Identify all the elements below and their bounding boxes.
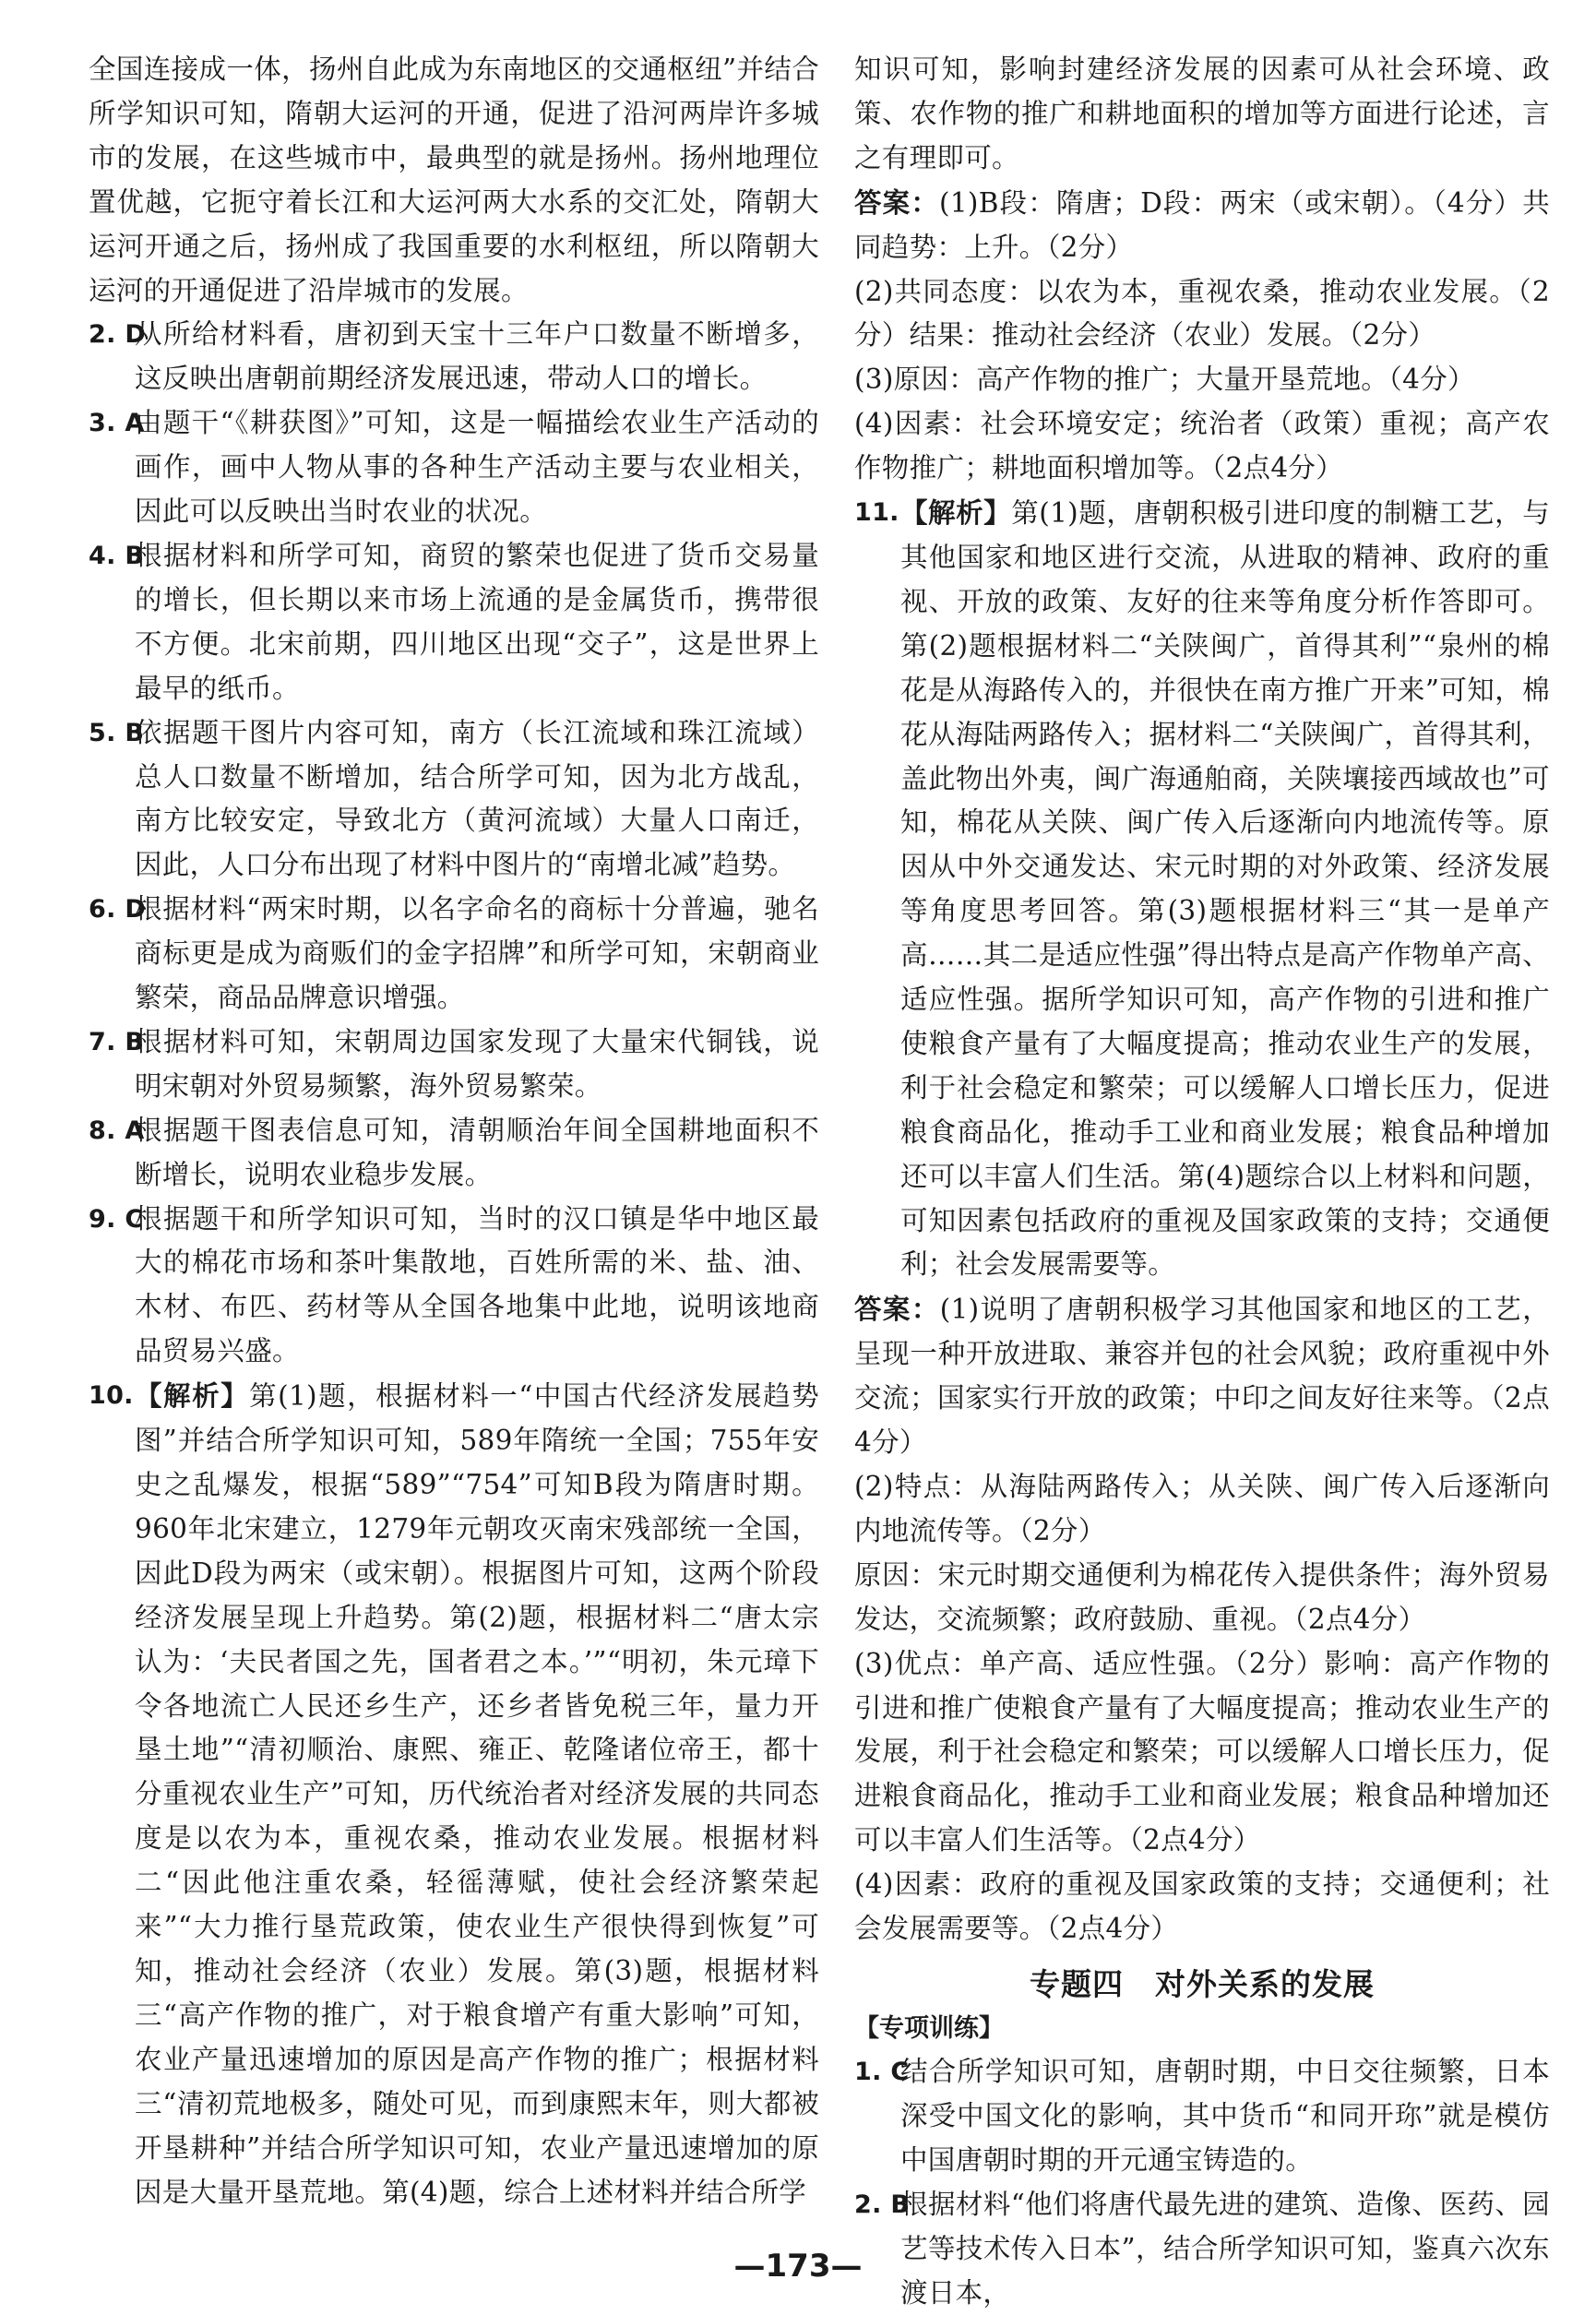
right-column [854, 48, 1550, 2315]
training-tag: 【专项训练】 [854, 2013, 1004, 2043]
answer-block-10 [854, 181, 1550, 270]
answer-item-7 [89, 1020, 819, 1109]
item-text: 依据题干图片内容可知，南方（长江流域和珠江流域）总人口数量不断增加，结合所学可知，因为北方战乱，南方比较安定，导致北方（黄河流域）大量人口南迁，因此，人口分布出现了材料中图片的“南增北减”趋势。 [135, 716, 819, 881]
analysis-label: 【解析】 [135, 1379, 250, 1413]
page-number: —173— [733, 2248, 863, 2285]
answer-item-3 [89, 401, 819, 534]
answer-line: (1)说明了唐朝积极学习其他国家和地区的工艺，呈现一种开放进取、兼容并包的社会风貌；政府重视中外交流；国家实行开放的政策；中印之间友好往来等。（2点4分） [854, 1294, 1550, 1459]
item-text: 根据题干图表信息可知，清朝顺治年间全国耕地面积不断增长，说明农业稳步发展。 [135, 1114, 819, 1190]
item-number: 4. B [89, 541, 145, 570]
item-number: 10. [89, 1381, 134, 1411]
left-column [89, 48, 819, 2214]
item-text: 由题干“《耕获图》”可知，这是一幅描绘农业生产活动的画作，画中人物从事的各种生产活动主要与农业相关，因此可以反映出当时农业的状况。 [135, 407, 819, 528]
answer-line: (1)B段：隋唐；D段：两宋（或宋朝）。（4分）共同趋势：上升。（2分） [854, 186, 1551, 263]
answer-item-10 [89, 1374, 819, 2214]
answer-item-11 [854, 491, 1550, 1287]
item-number: 9. C [89, 1204, 144, 1234]
answer-item-9 [89, 1198, 819, 1375]
answer-line: (2)共同态度：以农为本，重视农桑，推动农业发展。（2分）结果：推动社会经济（农业）发展。（2分） [854, 275, 1550, 352]
item-number: 2. B [854, 2190, 911, 2219]
item-text: 根据材料“他们将唐代最先进的建筑、造像、医药、园艺等技术传入日本”，结合所学知识可知，鉴真六次东渡日本， [900, 2188, 1550, 2309]
item-text: 根据材料“两宋时期，以名字命名的商标十分普遍，驰名商标更是成为商贩们的金字招牌”和所学可知，宋朝商业繁荣，商品品牌意识增强。 [135, 893, 819, 1014]
answer-item-2 [89, 313, 819, 401]
item-number: 5. B [89, 718, 145, 747]
continued-paragraph: 全国连接成一体，扬州自此成为东南地区的交通枢纽”并结合所学知识可知，隋朝大运河的开通，促进了沿河两岸许多城市的发展，在这些城市中，最典型的就是扬州。扬州地理位置优越，它扼守着长江和大运河两大水系的交汇处，隋朝大运河开通之后，扬州成了我国重要的水利枢纽，所以隋朝大运河的开通促进了沿岸城市的发展。 [89, 54, 819, 306]
answer-item-6 [89, 888, 819, 1020]
answer-line: (3)原因：高产作物的推广；大量开垦荒地。（4分） [854, 364, 1475, 396]
answer-item-4 [89, 534, 819, 711]
answer-line: (3)优点：单产高、适应性强。（2分）影响：高产作物的引进和推广使粮食产量有了大幅度提高；推动农业生产的发展，利于社会稳定和繁荣；可以缓解人口增长压力，促进粮食商品化，推动手工业和商业发展；粮食品种增加还可以丰富人们生活等。（2点4分） [854, 1647, 1550, 1856]
answer-item-8 [89, 1109, 819, 1198]
answer-line: (4)因素：政府的重视及国家政策的支持；交通便利；社会发展需要等。（2点4分） [854, 1868, 1550, 1945]
item-number: 8. A [89, 1116, 145, 1145]
item-number: 3. A [89, 409, 145, 438]
item-number: 2. D [89, 320, 147, 350]
item-number: 6. D [89, 895, 147, 925]
answer-line: (2)特点：从海陆两路传入；从关陕、闽广传入后逐渐向内地流传等。（2分） [854, 1471, 1550, 1546]
item-number: 1. C [854, 2057, 910, 2086]
answer-label: 答案： [854, 185, 940, 219]
item-text: 根据题干和所学知识可知，当时的汉口镇是华中地区最大的棉花市场和茶叶集散地，百姓所需的米、盐、油、木材、布匹、药材等从全国各地集中此地，说明该地商品贸易兴盛。 [135, 1202, 819, 1367]
answer-item-5 [89, 711, 819, 889]
answer-line: (4)因素：社会环境安定；统治者（政策）重视；高产农作物推广；耕地面积增加等。（2点4分） [854, 408, 1550, 484]
analysis-text: 第(1)题，唐朝积极引进印度的制糖工艺，与其他国家和地区进行交流，从进取的精神、政府的重视、开放的政策、友好的往来等角度分析作答即可。第(2)题根据材料二“关陕闽广，首得其利”“泉州的棉花是从海路传入的，并很快在南方推广开来”可知，棉花从海陆两路传入；据材料二“关陕闽广，首得其利，盖此物出外夷，闽广海通舶商，关陕壤接西域故也”可知，棉花从关陕、闽广传入后逐渐向内地流传等。原因从中外交通发达、宋元时期的对外政策、经济发展等角度思考回答。第(3)题根据材料三“其一是单产高……其二是适应性强”得出特点是高产作物单产高、适应性强。据所学知识可知，高产作物的引进和推广使粮食产量有了大幅度提高；推动农业生产的发展，利于社会稳定和繁荣；可以缓解人口增长压力，促进粮食商品化，推动手工业和商业发展；粮食品种增加还可以丰富人们生活。第(4)题综合以上材料和问题，可知因素包括政府的重视及国家政策的支持；交通便利；社会发展需要等。 [900, 497, 1551, 1281]
analysis-text: 第(1)题，根据材料一“中国古代经济发展趋势图”并结合所学知识可知，589年隋统一全国；755年安史之乱爆发，根据“589”“754”可知B段为隋唐时期。960年北宋建立，1279年元朝攻灭南宋残部统一全国，因此D段为两宋（或宋朝）。根据图片可知，这两个阶段经济发展呈现上升趋势。第(2)题，根据材料二“唐太宗认为：‘夫民者国之先，国者君之本。’”“明初，朱元璋下令各地流亡人民还乡生产，还乡者皆免税三年，量力开垦土地”“清初顺治、康熙、雍正、乾隆诸位帝王，都十分重视农业生产”可知，历代统治者对经济发展的共同态度是以农为本，重视农桑，推动农业发展。根据材料二“因此他注重农桑，轻徭薄赋，使社会经济繁荣起来”“大力推行垦荒政策，使农业生产很快得到恢复”可知，推动社会经济（农业）发展。第(3)题，根据材料三“高产作物的推广，对于粮食增产有重大影响”可知，农业产量迅速增加的原因是高产作物的推广；根据材料三“清初荒地极多，随处可见，而到康熙末年，则大都被开垦耕种”并结合所学知识可知，农业产量迅速增加的原因是大量开垦荒地。第(4)题，综合上述材料并结合所学 [135, 1380, 820, 2208]
item-number: 11. [854, 498, 899, 528]
item-text: 从所给材料看，唐初到天宝十三年户口数量不断增多，这反映出唐朝前期经济发展迅速，带动人口的增长。 [135, 318, 819, 395]
answer-block-11 [854, 1287, 1550, 1465]
analysis-label: 【解析】 [900, 496, 1012, 530]
item-text: 根据材料和所学可知，商贸的繁荣也促进了货币交易量的增长，但长期以来市场上流通的是金属货币，携带很不方便。北宋前期，四川地区出现“交子”，这是世界上最早的纸币。 [135, 539, 819, 704]
answer-label: 答案： [854, 1293, 940, 1326]
continued-analysis: 知识可知，影响封建经济发展的因素可从社会环境、政策、农作物的推广和耕地面积的增加等方面进行论述，言之有理即可。 [854, 54, 1550, 173]
answer-line: 原因：宋元时期交通便利为棉花传入提供条件；海外贸易发达，交流频繁；政府鼓励、重视。（2点4分） [854, 1558, 1550, 1635]
item-text: 根据材料可知，宋朝周边国家发现了大量宋代铜钱，说明宋朝对外贸易频繁，海外贸易繁荣。 [135, 1025, 819, 1102]
item-text: 结合所学知识可知，唐朝时期，中日交往频繁，日本深受中国文化的影响，其中货币“和同开珎”就是模仿中国唐朝时期的开元通宝铸造的。 [900, 2055, 1550, 2176]
section-title: 专题四 对外关系的发展 [1030, 1965, 1375, 2002]
item-number: 7. B [89, 1027, 145, 1056]
section-item-1 [854, 2050, 1550, 2183]
